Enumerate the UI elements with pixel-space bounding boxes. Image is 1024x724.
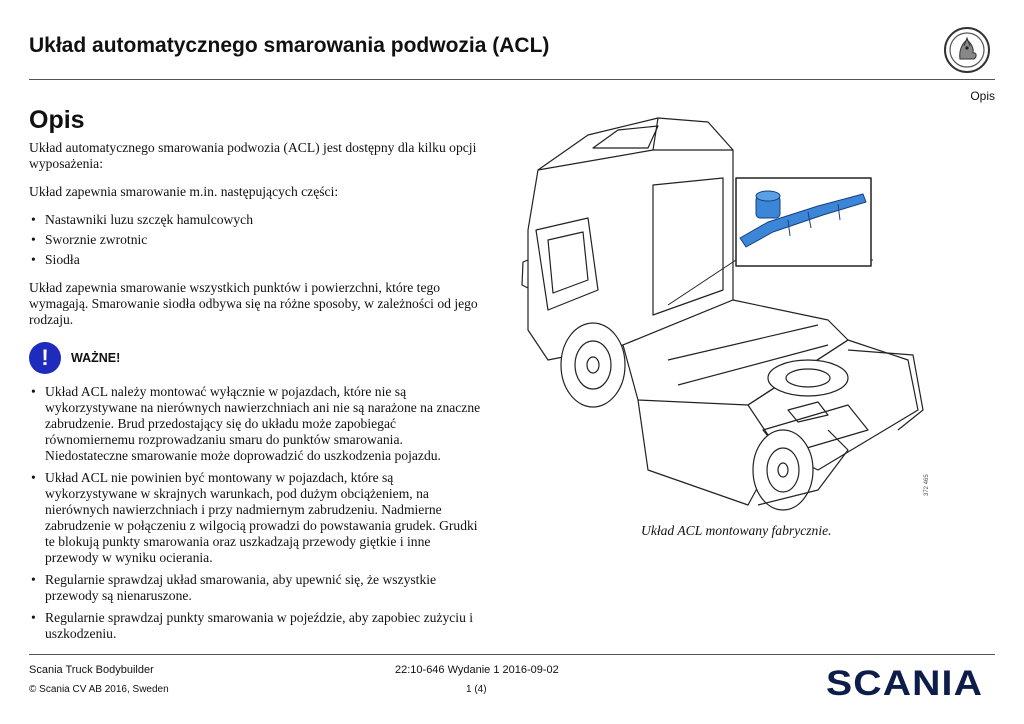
publication-name: Scania Truck Bodybuilder [29, 664, 154, 676]
section-tag: Opis [970, 89, 995, 103]
page-number: 1 (4) [466, 684, 487, 695]
content-column [29, 140, 481, 654]
important-notice [29, 342, 481, 374]
list-item: • Regularnie sprawdzaj punkty smarowania w pojeździe, aby zapobiec zużyciu i uszkodzeniu. [29, 610, 481, 642]
document-reference: 22:10-646 Wydanie 1 2016-09-02 [395, 664, 559, 676]
list-item: • Nastawniki luzu szczęk hamulcowych [29, 212, 481, 228]
warnings-list [29, 384, 481, 642]
list-item: • Układ ACL należy montować wyłącznie w pojazdach, które nie są wykorzystywane na nierównych nawierzchniach ani nie są narażone na znaczne zabrudzenie. Brud przedostający się do układu może zapobiegać równomiernemu rozprowadzaniu smaru do punktów smarowania. Niedostateczne smarowanie może doprowadzić do uszkodzenia pojazdu. [29, 384, 481, 464]
intro-paragraph: Układ automatycznego smarowania podwozia (ACL) jest dostępny dla kilku opcji wyposażenia: [29, 140, 477, 171]
list-item: • Regularnie sprawdzaj układ smarowania, aby upewnić się, że wszystkie przewody są nienaruszone. [29, 572, 481, 604]
footer-divider [29, 654, 995, 655]
list-item: • Sworznie zwrotnic [29, 232, 481, 248]
exclamation-icon: ! [29, 342, 61, 374]
copyright: © Scania CV AB 2016, Sweden [29, 684, 169, 695]
document-title: Układ automatycznego smarowania podwozia (ACL) [29, 34, 550, 57]
list-item: • Siodła [29, 252, 481, 268]
figure-caption: Układ ACL montowany fabrycznie. [641, 523, 832, 538]
truck-acl-illustration [518, 110, 938, 515]
figure-code: 372 465 [924, 474, 930, 496]
header-divider [29, 79, 995, 80]
section-heading: Opis [29, 106, 85, 134]
scania-griffin-logo-icon [943, 26, 991, 74]
summary-paragraph: Układ zapewnia smarowanie wszystkich punktów i powierzchni, które tego wymagają. Smarowanie siodła odbywa się na różne sposoby, w zależności od jego rodzaju. [29, 280, 478, 327]
lubricated-parts-list [29, 212, 481, 268]
provides-paragraph: Układ zapewnia smarowanie m.in. następujących części: [29, 184, 339, 199]
list-item: • Układ ACL nie powinien być montowany w pojazdach, które są wykorzystywane w skrajnych warunkach, pod dużym obciążeniem, na nierównych nawierzchniach i przy nadmiernym zabrudzeniu. Nadmierne zabrudzenie w połączeniu z wilgocią prowadzi do powstawania grudek. Grudki te blokują punkty smarowania oraz uszkadzają przewody giętkie i inne przewody w wyniku ocierania. [29, 470, 481, 566]
important-label: WAŻNE! [71, 351, 121, 365]
scania-wordmark-logo: SCANIA [826, 664, 984, 703]
